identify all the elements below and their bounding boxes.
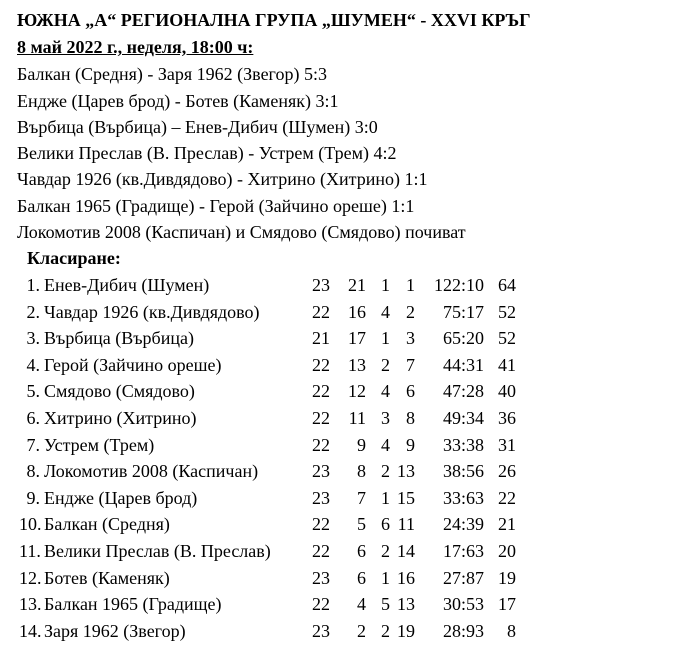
standing-position: 8.: [26, 461, 40, 481]
standing-wins: 13: [348, 355, 366, 375]
standing-losses: 2: [406, 302, 415, 322]
table-row: [0, 459, 675, 483]
standing-position: 4.: [26, 355, 40, 375]
standing-goals: 122:10: [433, 275, 484, 295]
standing-position: 12.: [19, 568, 42, 588]
table-row: [0, 486, 675, 510]
standing-draws: 1: [381, 275, 390, 295]
result-line: Локомотив 2008 (Каспичан) и Смядово (Смядово) почиват: [17, 222, 466, 242]
standing-games: 22: [312, 302, 330, 322]
standing-losses: 6: [406, 381, 415, 401]
standing-goals: 33:38: [442, 435, 484, 455]
standing-draws: 1: [381, 568, 390, 588]
standing-team: Балкан 1965 (Градище): [44, 594, 222, 614]
standing-goals: 17:63: [442, 541, 484, 561]
standing-team: Герой (Зайчино ореше): [44, 355, 222, 375]
standing-games: 21: [312, 328, 330, 348]
table-row: [0, 433, 675, 457]
standing-position: 9.: [26, 488, 40, 508]
result-line: Балкан (Средня) - Заря 1962 (Звегор) 5:3: [17, 64, 327, 84]
page-title: ЮЖНА „А“ РЕГИОНАЛНА ГРУПА „ШУМЕН“ - XXVI КРЪГ: [17, 10, 531, 30]
standing-draws: 4: [381, 435, 390, 455]
standing-goals: 44:31: [442, 355, 484, 375]
standing-games: 22: [312, 514, 330, 534]
table-row: [0, 379, 675, 403]
standing-wins: 16: [348, 302, 366, 322]
standing-draws: 4: [381, 381, 390, 401]
result-line: Велики Преслав (В. Преслав) - Устрем (Трем) 4:2: [17, 143, 397, 163]
standing-games: 22: [312, 435, 330, 455]
standing-losses: 8: [406, 408, 415, 428]
standing-losses: 16: [397, 568, 415, 588]
standing-draws: 2: [381, 621, 390, 641]
standing-losses: 13: [397, 594, 415, 614]
standing-team: Чавдар 1926 (кв.Дивдядово): [44, 302, 260, 322]
table-row: [0, 273, 675, 297]
standing-wins: 21: [348, 275, 366, 295]
table-row: [0, 566, 675, 590]
standing-goals: 33:63: [442, 488, 484, 508]
standing-draws: 3: [381, 408, 390, 428]
standing-points: 17: [498, 594, 516, 614]
standing-wins: 6: [357, 568, 366, 588]
table-row: [0, 326, 675, 350]
standing-points: 64: [498, 275, 516, 295]
standing-losses: 11: [397, 514, 415, 534]
standing-draws: 4: [381, 302, 390, 322]
standing-draws: 1: [381, 328, 390, 348]
standing-position: 3.: [26, 328, 40, 348]
standing-team: Локомотив 2008 (Каспичан): [44, 461, 259, 481]
standing-position: 10.: [19, 514, 42, 534]
standing-points: 40: [498, 381, 516, 401]
standing-games: 22: [312, 541, 330, 561]
standing-points: 21: [498, 514, 516, 534]
standing-games: 22: [312, 381, 330, 401]
standing-losses: 3: [406, 328, 415, 348]
table-row: [0, 353, 675, 377]
standing-losses: 15: [397, 488, 415, 508]
result-line: Чавдар 1926 (кв.Дивдядово) - Хитрино (Хитрино) 1:1: [17, 169, 428, 189]
standing-team: Смядово (Смядово): [44, 381, 195, 401]
standing-losses: 13: [397, 461, 415, 481]
table-row: [0, 512, 675, 536]
standings-heading: Класиране:: [27, 248, 121, 268]
standing-points: 31: [498, 435, 516, 455]
standing-losses: 9: [406, 435, 415, 455]
standing-goals: 24:39: [442, 514, 484, 534]
standing-draws: 6: [381, 514, 390, 534]
match-date: 8 май 2022 г., неделя, 18:00 ч:: [17, 37, 254, 57]
standing-goals: 27:87: [442, 568, 484, 588]
standing-goals: 30:53: [442, 594, 484, 614]
standing-points: 52: [498, 328, 516, 348]
standing-goals: 49:34: [442, 408, 484, 428]
standing-points: 36: [498, 408, 516, 428]
table-row: [0, 300, 675, 324]
standing-wins: 11: [348, 408, 366, 428]
standing-points: 22: [498, 488, 516, 508]
table-row: [0, 619, 675, 643]
standing-position: 13.: [19, 594, 42, 614]
standing-games: 23: [312, 568, 330, 588]
standing-losses: 14: [397, 541, 415, 561]
standing-position: 6.: [26, 408, 40, 428]
standing-games: 23: [312, 275, 330, 295]
standing-points: 8: [507, 621, 516, 641]
standing-position: 14.: [19, 621, 42, 641]
standing-goals: 75:17: [442, 302, 484, 322]
table-row: [0, 592, 675, 616]
standing-team: Енев-Дибич (Шумен): [44, 275, 210, 295]
standing-losses: 19: [397, 621, 415, 641]
standing-position: 2.: [26, 302, 40, 322]
standing-draws: 2: [381, 541, 390, 561]
standing-points: 20: [498, 541, 516, 561]
standing-draws: 2: [381, 355, 390, 375]
standing-goals: 65:20: [442, 328, 484, 348]
standing-draws: 5: [381, 594, 390, 614]
standing-games: 22: [312, 408, 330, 428]
standing-points: 26: [498, 461, 516, 481]
standing-draws: 2: [381, 461, 390, 481]
standing-position: 11.: [19, 541, 41, 561]
standing-losses: 7: [406, 355, 415, 375]
standing-position: 1.: [26, 275, 40, 295]
standing-team: Балкан (Средня): [44, 514, 170, 534]
standing-goals: 38:56: [442, 461, 484, 481]
standing-games: 22: [312, 594, 330, 614]
standing-points: 19: [498, 568, 516, 588]
standing-draws: 1: [381, 488, 390, 508]
result-line: Балкан 1965 (Градище) - Герой (Зайчино ореше) 1:1: [17, 196, 415, 216]
standing-team: Ботев (Каменяк): [44, 568, 170, 588]
result-line: Ендже (Царев брод) - Ботев (Каменяк) 3:1: [17, 91, 339, 111]
standing-wins: 2: [357, 621, 366, 641]
standing-team: Заря 1962 (Звегор): [44, 621, 186, 641]
standing-points: 41: [498, 355, 516, 375]
standing-team: Хитрино (Хитрино): [44, 408, 197, 428]
standing-losses: 1: [406, 275, 415, 295]
standing-wins: 7: [357, 488, 366, 508]
standing-wins: 9: [357, 435, 366, 455]
standing-games: 23: [312, 621, 330, 641]
standing-team: Устрем (Трем): [44, 435, 155, 455]
standing-position: 5.: [26, 381, 40, 401]
standing-games: 23: [312, 488, 330, 508]
table-row: [0, 406, 675, 430]
result-line: Върбица (Върбица) – Енев-Дибич (Шумен) 3:0: [17, 117, 378, 137]
table-row: [0, 539, 675, 563]
standing-team: Върбица (Върбица): [44, 328, 194, 348]
standing-goals: 47:28: [442, 381, 484, 401]
standing-wins: 6: [357, 541, 366, 561]
standing-wins: 4: [357, 594, 366, 614]
standing-goals: 28:93: [442, 621, 484, 641]
standing-wins: 5: [357, 514, 366, 534]
standing-games: 22: [312, 355, 330, 375]
standing-games: 23: [312, 461, 330, 481]
standing-points: 52: [498, 302, 516, 322]
standing-team: Велики Преслав (В. Преслав): [44, 541, 271, 561]
standing-wins: 12: [348, 381, 366, 401]
standing-team: Ендже (Царев брод): [44, 488, 198, 508]
standing-position: 7.: [26, 435, 40, 455]
standing-wins: 17: [348, 328, 366, 348]
standing-wins: 8: [357, 461, 366, 481]
